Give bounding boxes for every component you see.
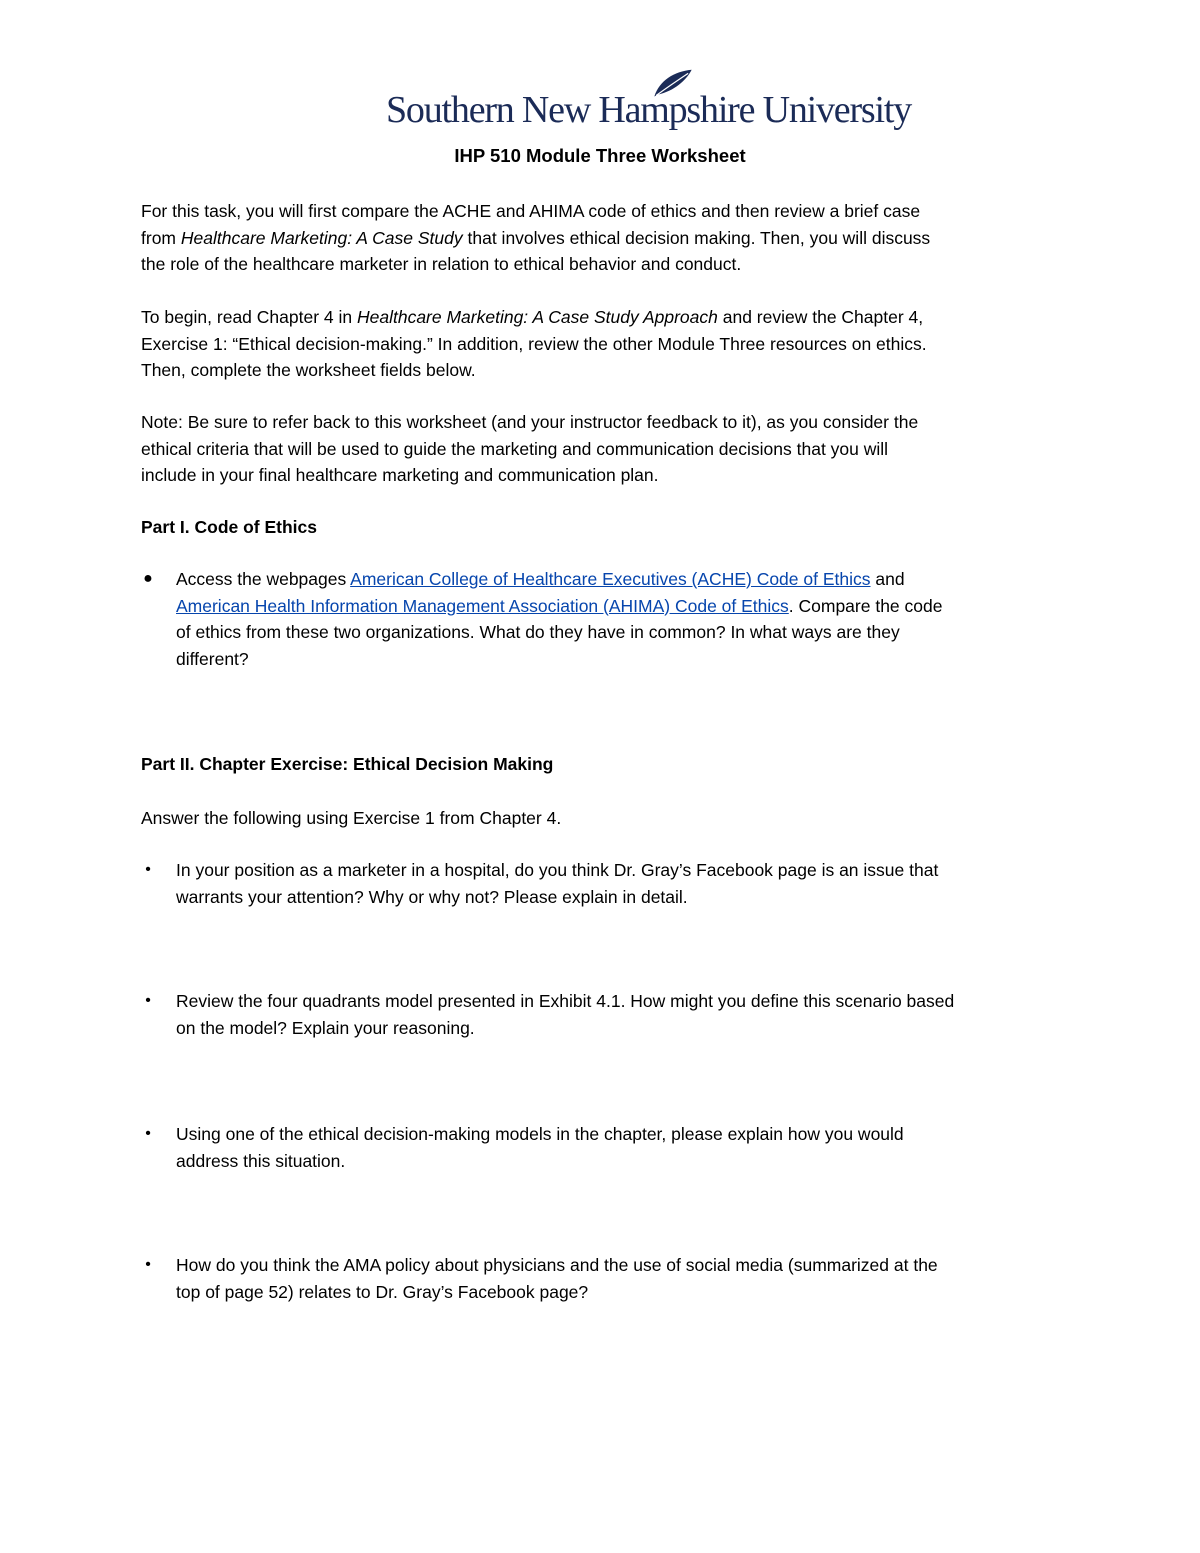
bullet-icon: •: [145, 992, 151, 1009]
part1-bullet-line-1-post: and: [870, 569, 905, 589]
begin-line-1-post: and review the Chapter 4,: [717, 307, 924, 327]
part2-bullet-3-line-1: Using one of the ethical decision-making models in the chapter, please explain how you would: [176, 1124, 904, 1144]
bullet-icon: •: [145, 1256, 151, 1273]
note-line-1: Note: Be sure to refer back to this worksheet (and your instructor feedback to it), as you consider the: [141, 412, 919, 432]
part2-bullet-4-line-2: top of page 52) relates to Dr. Gray’s Facebook page?: [176, 1281, 589, 1302]
part2-heading: Part II. Chapter Exercise: Ethical Decision Making: [141, 754, 554, 774]
begin-line-2: Exercise 1: “Ethical decision-making.” In addition, review the other Module Three resources on ethics.: [141, 333, 927, 354]
intro-line-1: For this task, you will first compare the ACHE and AHIMA code of ethics and then review a brief case: [141, 201, 921, 221]
part2-bullet-3-text: [176, 1121, 904, 1174]
part2-bullet-1-line-2: warrants your attention? Why or why not? Please explain in detail.: [176, 886, 688, 907]
part2-bullet-4-text: [176, 1252, 938, 1305]
snhu-logo: [386, 66, 912, 136]
begin-line-1-pre: To begin, read Chapter 4 in: [141, 307, 357, 327]
page-title: IHP 510 Module Three Worksheet: [454, 145, 746, 166]
note-paragraph: [141, 409, 1066, 489]
part1-bullet-line-2-post: . Compare the code: [788, 595, 943, 616]
bullet-icon: •: [145, 1125, 151, 1142]
bullet-icon: ●: [143, 570, 153, 587]
book-title-short: Healthcare Marketing: A Case Study: [180, 227, 463, 248]
intro-line-3: the role of the healthcare marketer in relation to ethical behavior and conduct.: [141, 254, 742, 274]
intro-line-2-post: that involves ethical decision making. Then, you will discuss: [462, 227, 931, 248]
part1-bullet-line-4: different?: [176, 648, 249, 669]
part1-heading: Part I. Code of Ethics: [141, 517, 317, 537]
begin-line-1: [141, 304, 1066, 331]
leaf-icon: [650, 68, 696, 100]
intro-line-2-pre: from: [141, 227, 181, 248]
book-title-full: Healthcare Marketing: A Case Study Approach: [356, 307, 718, 327]
ache-code-link[interactable]: American College of Healthcare Executives (ACHE) Code of Ethics: [350, 569, 871, 589]
part1-bullet-line-3: of ethics from these two organizations. What do they have in common? In what ways are they: [176, 622, 900, 642]
begin-line-3: Then, complete the worksheet fields below.: [141, 360, 476, 380]
part2-bullet-1-line-1: In your position as a marketer in a hospital, do you think Dr. Gray’s Facebook page is an issue that: [176, 860, 939, 880]
part2-bullet-2-line-1: Review the four quadrants model presented in Exhibit 4.1. How might you define this scenario based: [176, 991, 955, 1011]
part1-bullet-line-1: [176, 566, 942, 593]
part2-bullet-2-line-2: on the model? Explain your reasoning.: [176, 1017, 475, 1038]
intro-paragraph: [141, 198, 1066, 278]
note-line-3: include in your final healthcare marketing and communication plan.: [141, 465, 659, 485]
note-line-2: ethical criteria that will be used to guide the marketing and communication decisions that you will: [141, 438, 889, 459]
part2-bullet-2-text: [176, 988, 954, 1041]
logo-wordmark: Southern New Hampshire University: [386, 89, 912, 131]
bullet-icon: •: [145, 861, 151, 878]
begin-paragraph: [141, 304, 1066, 384]
part2-instruction: Answer the following using Exercise 1 from Chapter 4.: [141, 808, 562, 828]
part1-bullet-line-2: [176, 593, 942, 620]
part1-bullet-text: [176, 566, 942, 672]
intro-line-2: [141, 225, 1066, 252]
ahima-code-link[interactable]: American Health Information Management Association (AHIMA) Code of Ethics: [176, 595, 789, 616]
part2-bullet-4-line-1: How do you think the AMA policy about physicians and the use of social media (summarized at the: [176, 1255, 938, 1275]
part1-bullet-line-1-pre: Access the webpages: [176, 569, 351, 589]
part2-bullet-3-line-2: address this situation.: [176, 1150, 346, 1171]
part2-bullet-1-text: [176, 857, 938, 910]
